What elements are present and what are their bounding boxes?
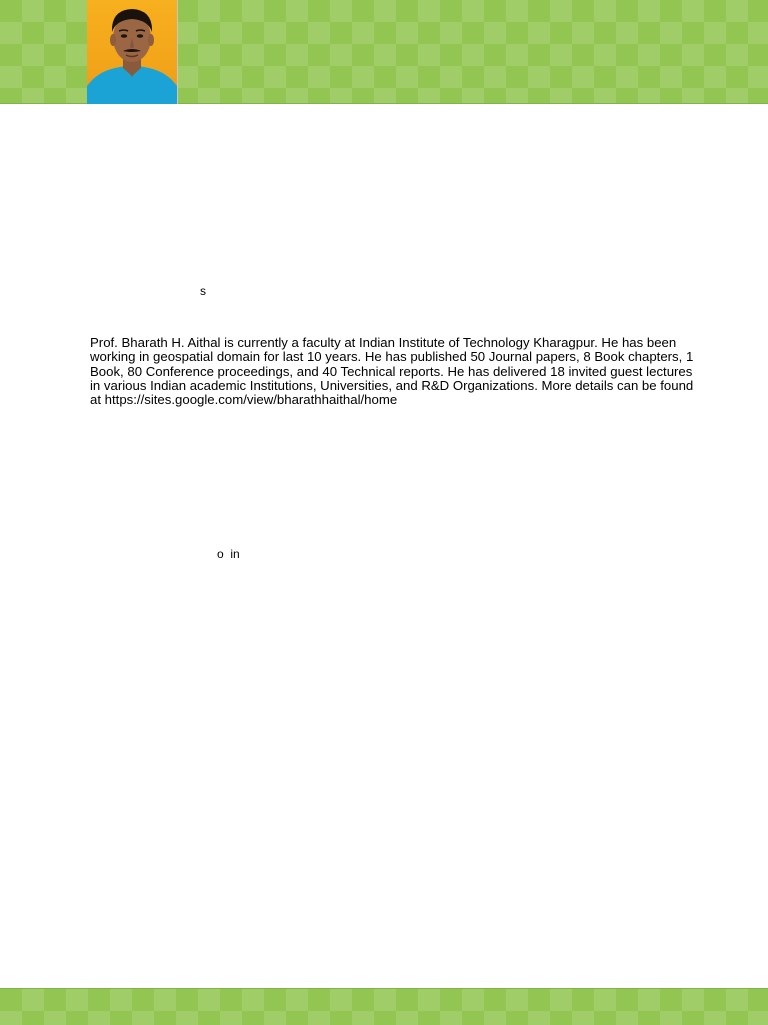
bio-paragraph: Prof. Bharath H. Aithal is currently a faculty at Indian Institute of Technology Kharagpur. He has been working in geospatial domain for last 10 years. He has published 50 Journal papers, 8 Book chapters, 1 Book, 80 Conference proceedings, and 40 Technical reports. He has delivered 18 invited guest lectures in various Indian academic Institutions, Universities, and R&D Organizations. More details can be found at https://sites.google.com/view/bharathhaithal/home xyxy=(90,335,694,408)
profile-photo xyxy=(87,0,178,104)
stray-text: s xyxy=(200,284,206,298)
stray-text: o in xyxy=(217,547,240,561)
footer-banner xyxy=(0,988,768,1025)
portrait-image xyxy=(87,0,177,104)
